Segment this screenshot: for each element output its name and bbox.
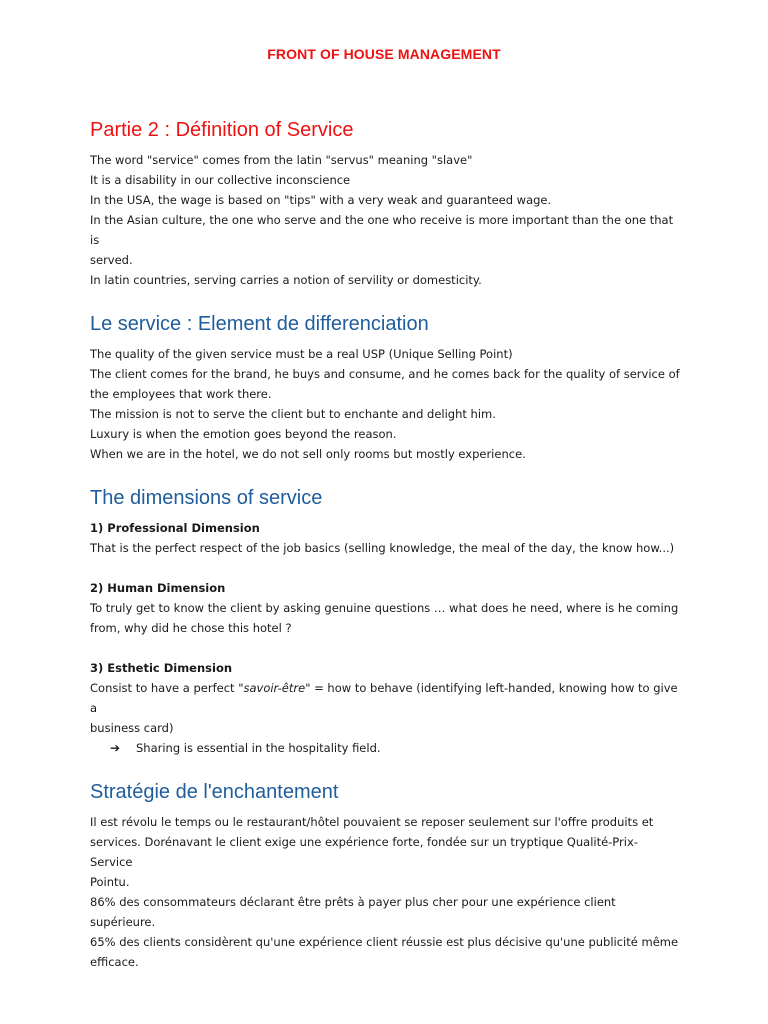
paragraph-line: In the Asian culture, the one who serve and the one who receive is more important than the one that is bbox=[90, 213, 674, 247]
paragraph-line: The word "service" comes from the latin "servus" meaning "slave" bbox=[90, 153, 473, 167]
paragraph-line: Il est révolu le temps ou le restaurant/hôtel pouvaient se reposer seulement sur l'offre produits et bbox=[90, 815, 654, 829]
paragraph-line: The client comes for the brand, he buys and consume, and he comes back for the quality of service of bbox=[90, 367, 680, 381]
line-suffix: = how to behave (identifying left-handed, knowing how to give a bbox=[90, 681, 678, 715]
section-body-enchantement bbox=[90, 812, 680, 972]
dimension-esthetic bbox=[90, 658, 680, 758]
paragraph-line: efficace. bbox=[90, 955, 139, 969]
paragraph-line: the employees that work there. bbox=[90, 387, 272, 401]
paragraph-line: To truly get to know the client by asking genuine questions … what does he need, where is he coming bbox=[90, 601, 679, 615]
paragraph-line: That is the perfect respect of the job basics (selling knowledge, the meal of the day, the know how...) bbox=[90, 541, 675, 555]
paragraph-line: The quality of the given service must be a real USP (Unique Selling Point) bbox=[90, 347, 513, 361]
dimension-human bbox=[90, 578, 680, 638]
dimension-title: 2) Human Dimension bbox=[90, 581, 226, 595]
paragraph-line bbox=[90, 678, 680, 718]
arrow-right-icon: ➔ bbox=[110, 741, 121, 755]
dimension-professional bbox=[90, 518, 680, 558]
document-content bbox=[90, 116, 680, 972]
line-prefix: Consist to have a perfect bbox=[90, 681, 239, 695]
paragraph-line: When we are in the hotel, we do not sell only rooms but mostly experience. bbox=[90, 447, 526, 461]
paragraph-line: The mission is not to serve the client but to enchante and delight him. bbox=[90, 407, 496, 421]
section-heading-definition: Partie 2 : Définition of Service bbox=[90, 119, 354, 141]
section-heading-differenciation: Le service : Element de differenciation bbox=[90, 313, 429, 335]
bullet-item bbox=[90, 738, 680, 758]
paragraph-line: Pointu. bbox=[90, 875, 130, 889]
document-title: FRONT OF HOUSE MANAGEMENT bbox=[267, 46, 501, 62]
section-heading-enchantement: Stratégie de l'enchantement bbox=[90, 781, 339, 803]
paragraph-line: Luxury is when the emotion goes beyond the reason. bbox=[90, 427, 397, 441]
paragraph-line: services. Dorénavant le client exige une expérience forte, fondée sur un tryptique Qualité-Prix-Service bbox=[90, 835, 638, 869]
paragraph-line: It is a disability in our collective inconscience bbox=[90, 173, 351, 187]
paragraph-line: 65% des clients considèrent qu'une expérience client réussie est plus décisive qu'une publicité même bbox=[90, 935, 679, 949]
bullet-text: Sharing is essential in the hospitality field. bbox=[136, 741, 381, 755]
paragraph-line: served. bbox=[90, 253, 133, 267]
paragraph-line: 86% des consommateurs déclarant être prêts à payer plus cher pour une expérience client supérieure. bbox=[90, 895, 616, 929]
section-heading-dimensions: The dimensions of service bbox=[90, 487, 323, 509]
paragraph-line: business card) bbox=[90, 721, 174, 735]
paragraph-line: In latin countries, serving carries a notion of servility or domesticity. bbox=[90, 273, 482, 287]
section-body-dimensions bbox=[90, 518, 680, 758]
paragraph-line: from, why did he chose this hotel ? bbox=[90, 621, 292, 635]
italic-term: "savoir-être" bbox=[238, 681, 311, 695]
dimension-title: 3) Esthetic Dimension bbox=[90, 661, 233, 675]
section-body-definition bbox=[90, 150, 680, 290]
paragraph-line: In the USA, the wage is based on "tips" with a very weak and guaranteed wage. bbox=[90, 193, 552, 207]
dimension-title: 1) Professional Dimension bbox=[90, 521, 260, 535]
section-body-differenciation bbox=[90, 344, 680, 464]
